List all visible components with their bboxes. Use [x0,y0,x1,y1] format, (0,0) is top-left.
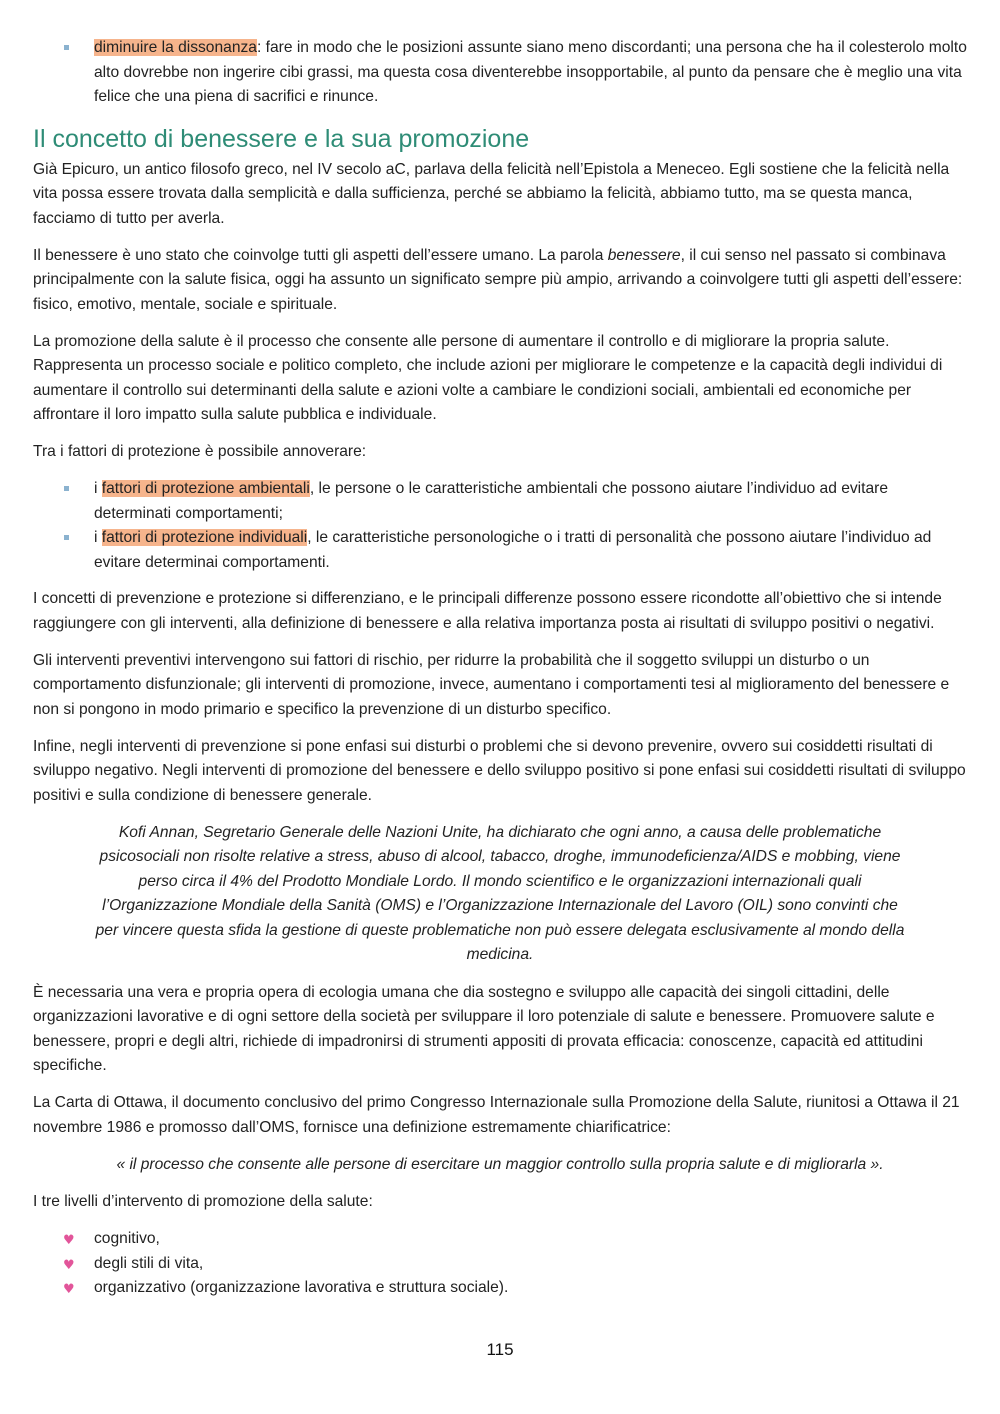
highlighted-term: fattori di protezione ambientali [101,480,310,497]
heart-bullet-icon: ♥ [63,1257,75,1273]
square-bullet-icon [64,535,69,540]
list-item-prefix: i [94,529,102,546]
list-item [33,1252,967,1277]
protection-factors-list [33,477,967,575]
paragraph-promozione: La promozione della salute è il processo che consente alle persone di aumentare il controllo e di migliorare la propria salute. Rappresenta un processo sociale e politico completo, che include azioni per migliorare le competenze e la capacità degli individui di aumentare il controllo sui determinanti della salute e azioni volte a cambiare le condizioni sociali, ambientali ed economiche per affrontare il loro impatto sulla salute pubblica e individuale. [33,332,943,423]
square-bullet-icon [64,45,69,50]
dissonance-bullet-list [33,36,967,110]
paragraph-ecologia: È necessaria una vera e propria opera di ecologia umana che dia sostegno e sviluppo alle capacità dei singoli cittadini, delle organizzazioni lavorative e di ogni settore della società per sviluppare il loro potenziale di salute e benessere. Promuovere salute e benessere, propri e degli altri, richiede di impadronirsi di strumenti appositi di provata efficacia: conoscenze, capacità ed attitudini specifiche. [33,983,935,1074]
heart-bullet-icon: ♥ [63,1233,75,1248]
paragraph-ottawa: La Carta di Ottawa, il documento conclusivo del primo Congresso Internazionale sulla Promozione della Salute, riunitosi a Ottawa il 21 novembre 1986 e promosso dall’OMS, fornisce una definizione estremamente chiarificatrice: [33,1094,960,1136]
page-number: 115 [486,1340,514,1359]
list-item-prefix: i [94,480,102,497]
paragraph-differenze: I concetti di prevenzione e protezione si differenziano, e le principali differenze possono essere ricondotte all’obiettivo che si intende raggiungere con gli interventi, alla definizione di benessere e alla relativa importanza posta ai risultati di sviluppo positivi o negativi. [33,590,942,632]
intervention-levels-list [33,1227,967,1301]
square-bullet-icon [64,486,69,491]
list-item [33,36,967,110]
section-heading: Il concetto di benessere e la sua promozione [33,124,530,153]
paragraph-text: Il benessere è uno stato che coinvolge tutti gli aspetti dell’essere umano. La parola [33,246,608,264]
paragraph-interventi: Gli interventi preventivi intervengono sui fattori di rischio, per ridurre la probabilità che il soggetto sviluppi un disturbo o un comportamento disfunzionale; gli interventi di promozione, invece, aumentano i comportamenti tesi al miglioramento del benessere e non si pongono in modo primario e specifico la prevenzione di un disturbo specifico. [33,651,950,718]
list-item-text: , le caratteristiche personologiche o i tratti di personalità che possono aiutare l’individuo ad evitare determinai comportamenti. [94,529,932,571]
ottawa-citation: « il processo che consente alle persone di esercitare un maggior controllo sulla propria salute e di migliorarla ». [116,1155,884,1173]
list-item-text: degli stili di vita, [94,1254,204,1272]
highlighted-term: fattori di protezione individuali [101,529,308,546]
list-item-text: : fare in modo che le posizioni assunte siano meno discordanti; una persona che ha il colesterolo molto alto dovrebbe non ingerire cibi grassi, ma questa cosa diventerebbe insopportabile, al punto da pensare che è meglio una vita felice che una piena di sacrifici e rinunce. [94,39,967,105]
highlighted-term: diminuire la dissonanza [94,39,257,56]
paragraph-enfasi: Infine, negli interventi di prevenzione si pone enfasi sui disturbi o problemi che si devono prevenire, ovvero sui cosiddetti risultati di sviluppo negativo. Negli interventi di promozione del benessere e dello sviluppo positivo si pone enfasi sui cosiddetti risultati di sviluppo positivi e sulla condizione di benessere generale. [33,737,966,804]
paragraph-livelli-intro: I tre livelli d’intervento di promozione della salute: [33,1193,373,1210]
list-item-text: , le persone o le caratteristiche ambientali che possono aiutare l’individuo ad evitare determinati comportamenti; [94,480,889,522]
list-item [33,477,967,526]
paragraph-benessere [33,244,967,318]
block-quote: Kofi Annan, Segretario Generale delle Nazioni Unite, ha dichiarato che ogni anno, a causa delle problematiche psicosociali non risolte relative a stress, abuso di alcool, tabacco, droghe, immunodeficienza/AIDS e mobbing, viene perso circa il 4% del Prodotto Mondiale Lordo. Il mondo scientifico e le organizzazioni internazionali quali l’Organizzazione Mondiale della Sanità (OMS) e l’Organizzazione Internazionale del Lavoro (OIL) sono convinti che per vincere questa sfida la gestione di queste problematiche non può essere delegata esclusivamente al mondo della medicina. [95,823,905,963]
list-item [33,1276,967,1301]
list-item-text: cognitivo, [94,1230,160,1247]
paragraph-epicuro: Già Epicuro, un antico filosofo greco, nel IV secolo aC, parlava della felicità nell’Epistola a Meneceo. Egli sostiene che la felicità nella vita possa essere trovata dalla semplicità e dalla sufficienza, perché se abbiamo la felicità, abbiamo tutto, ma se questa manca, facciamo di tutto per averla. [33,160,950,227]
list-item [33,1227,967,1252]
page-content [33,36,967,1301]
heart-bullet-icon: ♥ [63,1282,75,1297]
italic-term: benessere [607,246,681,264]
list-item-text: organizzativo (organizzazione lavorativa e struttura sociale). [94,1279,509,1296]
paragraph-fattori-intro: Tra i fattori di protezione è possibile annoverare: [33,443,367,460]
list-item [33,526,967,575]
paragraph-text: , il cui senso nel passato si combinava principalmente con la salute fisica, oggi ha assunto un significato sempre più ampio, arrivando a coinvolgere tutti gli aspetti dell’essere: fisico, emotivo, mentale, sociale e spirituale. [33,246,963,313]
